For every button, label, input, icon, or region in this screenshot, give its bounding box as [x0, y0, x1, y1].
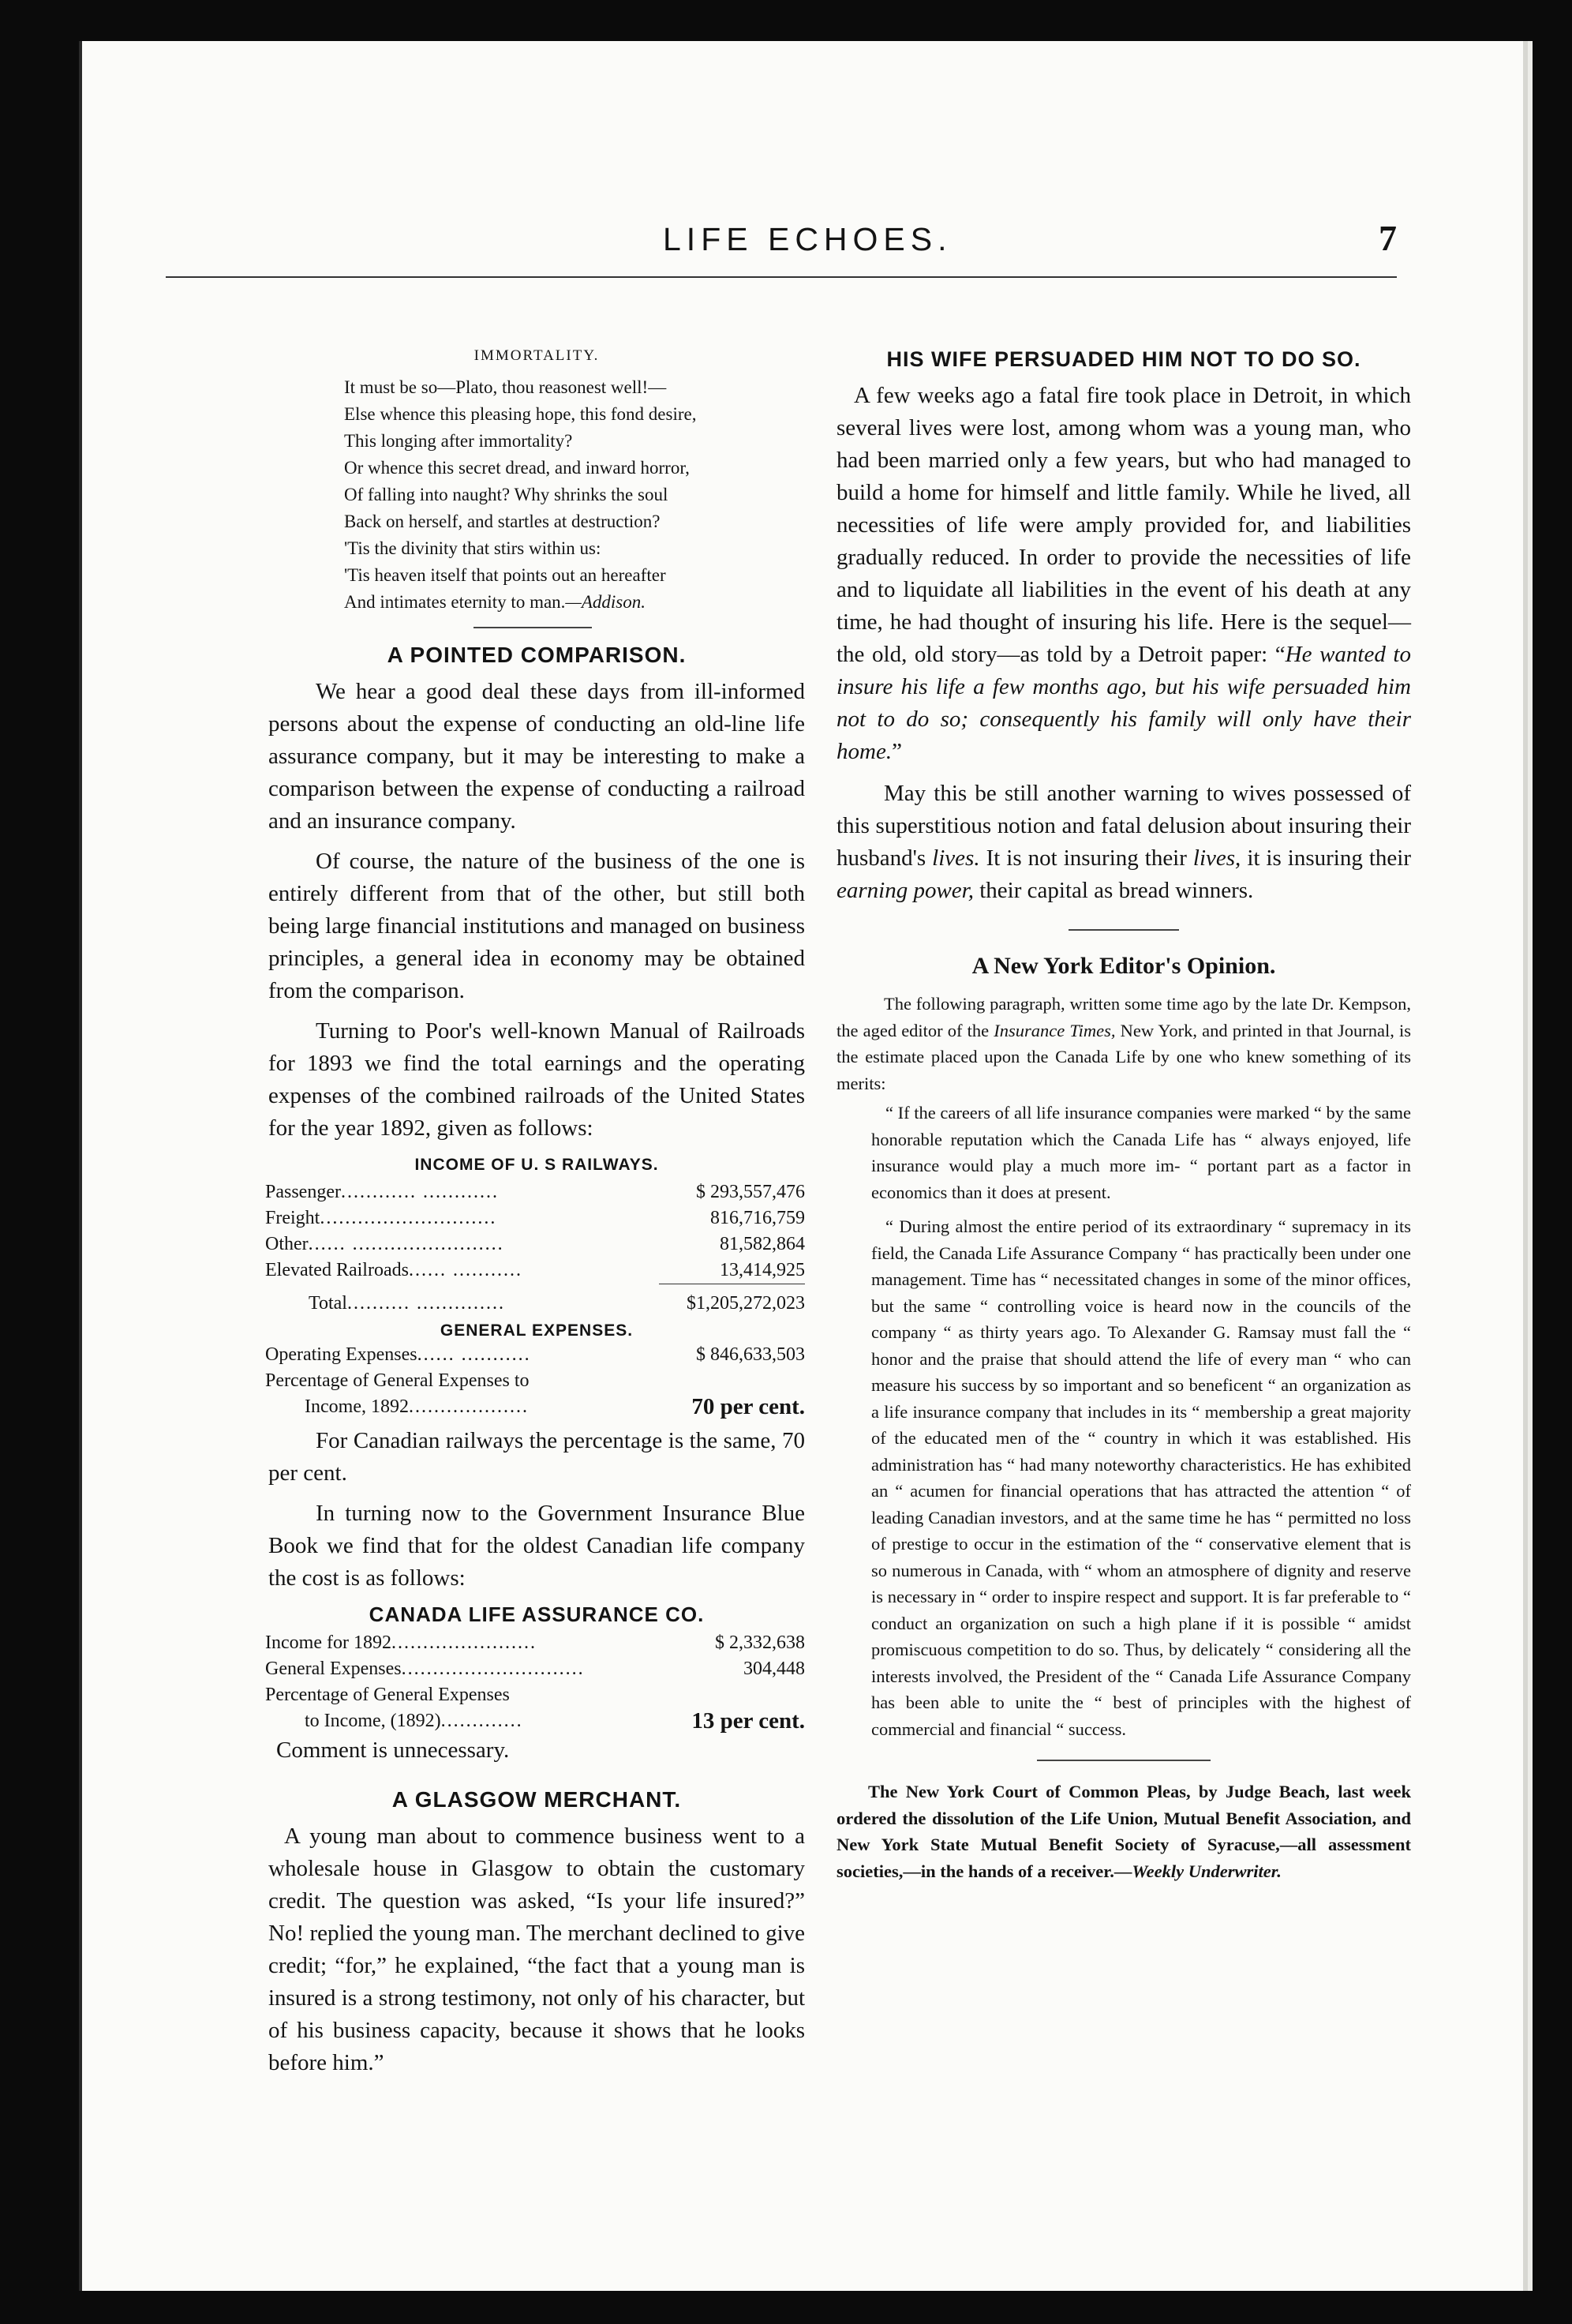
row-amount: $ 293,557,476 — [696, 1182, 805, 1202]
paragraph: For Canadian railways the percentage is the same, 70 per cent. — [268, 1428, 805, 1486]
table-row: Passenger............ ............ $ 293,557,476 — [265, 1179, 805, 1205]
table-row — [265, 1682, 805, 1708]
right-column — [837, 347, 1411, 1884]
table-row: Other...... ........................ 81,582,864 — [265, 1231, 805, 1258]
left-column — [265, 347, 805, 2079]
poem-line: This longing after immortality? — [344, 431, 573, 451]
table-row: Income for 1892....................... $ 2,332,638 — [265, 1630, 805, 1656]
row-amount: $ 2,332,638 — [715, 1632, 805, 1653]
row-label: Percentage of General Expenses — [265, 1685, 510, 1705]
section-heading-comparison: A POINTED COMPARISON. — [387, 643, 687, 667]
row-label: Passenger — [265, 1182, 341, 1202]
table-row: Elevated Railroads...... ........... 13,414,925 — [265, 1258, 805, 1284]
row-label: Income for 1892 — [265, 1632, 391, 1653]
poem-line: It must be so—Plato, thou reasonest well!— — [344, 377, 667, 397]
section-rule — [473, 627, 592, 628]
section-rule — [1069, 929, 1179, 931]
editor-quote — [837, 1100, 1411, 1742]
comment: Comment is unnecessary. — [276, 1737, 510, 1763]
row-amount: 13,414,925 — [720, 1260, 805, 1280]
row-label: Elevated Railroads — [265, 1260, 409, 1281]
total-amount: $1,205,272,023 — [659, 1284, 805, 1318]
poem-line: Of falling into naught? Why shrinks the soul — [344, 485, 668, 504]
row-label: Freight — [265, 1208, 320, 1228]
section-heading-editor: A New York Editor's Opinion. — [971, 953, 1276, 979]
running-title: LIFE ECHOES. — [663, 221, 953, 257]
row-label: General Expenses — [265, 1659, 402, 1679]
paragraph: A young man about to commence business went to a wholesale house in Glasgow to obtain the customary credit. The question was asked, “Is your life insured?” No! replied the young man. The merchant declined to give credit; “for,” he explained, “the fact that a young man is insured is a strong testimony, not only of his character, but of his business capacity, because it shows that he looks before him.” — [268, 1824, 805, 2075]
income-table-heading: INCOME OF U. S RAILWAYS. — [414, 1156, 659, 1174]
row-label: Percentage of General Expenses to — [265, 1370, 530, 1391]
page-number: 7 — [1379, 218, 1397, 258]
row-label: Other — [265, 1234, 309, 1254]
expenses-heading: GENERAL EXPENSES. — [440, 1321, 634, 1340]
row-amount: 816,716,759 — [710, 1208, 805, 1228]
row-label: to Income, (1892) — [305, 1711, 441, 1731]
poem-title: IMMORTALITY. — [473, 347, 600, 364]
percentage-value: 70 per cent. — [691, 1394, 805, 1419]
quote-paragraph: “ During almost the entire period of its extraordinary “ supremacy in its field, the Canada Life Assurance Company “ has practically been under one management. Time has “ necessitated changes in some of the minor offices, but the same “ controlling voice is heard now in the councils of the company “ as thirty years ago. To Alexander G. Ramsay must fall the “ honor and the praise that should attend the life of every man “ who can measure his success by so important and so beneficent “ an organization as a life insurance company that includes in its “ membership a great majority of the educated men of the “ country in which it was established. His administration has “ had many noteworthy characteristics. He has exhibited an “ acumen for financial operations that has attracted the attention “ of leading Canadian investors, and at the same time he has “ permitted no loss of prestige to occur in the estimation of the “ conservative element that is so numerous in Canada, with “ whom an atmosphere of dignity and reserve is necessary in “ order to inspire respect and support. It is far preferable to “ conduct an organization on such a high plane if it is possible “ amidst promiscuous competition to do so. Thus, by delicately “ considering all the interests involved, the President of the “ Canada Life Assurance Company has been able to unite the “ best of principles with the highest of commercial and financial “ success. — [871, 1216, 1411, 1739]
canada-life-table — [265, 1630, 805, 1734]
paragraph: The following paragraph, written some time ago by the late Dr. Kempson, the aged editor of the Insurance Times, New York, and printed in that Journal, is the estimate placed upon the Canada Life by one who knew something of its merits: — [837, 994, 1411, 1093]
table-row: Freight............................ 816,716,759 — [265, 1205, 805, 1231]
quote-paragraph: “ If the careers of all life insurance companies were marked “ by the same honorable reputation which the Canada Life has “ always enjoyed, life insurance would play a much more im- “ portant part as a factor in economics than it does at present. — [871, 1103, 1411, 1202]
section-rule — [1037, 1760, 1211, 1761]
row-label: Income, 1892 — [305, 1396, 409, 1417]
row-amount: $ 846,633,503 — [696, 1344, 805, 1365]
total-label: Total — [309, 1292, 347, 1314]
poem-line: 'Tis heaven itself that points out an hereafter — [344, 565, 666, 585]
paragraph: We hear a good deal these days from ill-informed persons about the expense of conducting an old-line life assurance company, but it may be interesting to make a comparison between the expense of conducting a railroad and an insurance company. — [268, 679, 805, 834]
expenses-table — [265, 1342, 805, 1420]
row-amount: 304,448 — [743, 1659, 805, 1679]
canada-life-heading: CANADA LIFE ASSURANCE CO. — [369, 1602, 705, 1626]
paragraph: Of course, the nature of the business of the one is entirely different from that of the other, but still both being large financial institutions and managed on business principles, a general idea in economy may be obtained from the comparison. — [268, 849, 805, 1003]
poem — [268, 374, 805, 616]
paragraph: A few weeks ago a fatal fire took place in Detroit, in which several lives were lost, among whom was a young man, who had been married only a few years, but who had managed to build a home for himself and little family. While he lived, all necessities of life were amply provided for, and liabilities gradually reduced. In order to provide the necessities of life and to liquidate all liabilities in the event of his death at any time, he had thought of insuring his life. Here is the sequel—the old, old story—as told by a Detroit paper: “He wanted to insure his life a few months ago, but his wife persuaded him not to do so; consequently his family will only have their home.” — [837, 383, 1411, 764]
row-amount: 81,582,864 — [720, 1234, 805, 1254]
poem-line: Else whence this pleasing hope, this fond desire, — [344, 404, 697, 424]
table-row: Income, 1892................... 70 per cent. — [305, 1394, 805, 1419]
income-table — [265, 1179, 805, 1317]
page-spine — [79, 41, 82, 2291]
row-label: Operating Expenses — [265, 1344, 417, 1365]
paragraph: The New York Court of Common Pleas, by Judge Beach, last week ordered the dissolution of the Life Union, Mutual Benefit Association, and New York State Mutual Benefit Society of Syracuse,—all assessment societies,—in the hands of a receiver.—Weekly Underwriter. — [837, 1782, 1411, 1881]
header-rule — [166, 276, 1397, 278]
poem-line-last — [344, 589, 805, 616]
paragraph: May this be still another warning to wives possessed of this superstitious notion and fatal delusion about insuring their husband's lives. It is not insuring their lives, it is insuring their earning power, their capital as bread winners. — [837, 781, 1411, 903]
table-row: Operating Expenses...... ........... $ 846,633,503 — [265, 1342, 805, 1368]
paragraph: In turning now to the Government Insurance Blue Book we find that for the oldest Canadian life company the cost is as follows: — [268, 1501, 805, 1591]
section-heading-glasgow: A GLASGOW MERCHANT. — [391, 1787, 682, 1812]
poem-attribution: —Addison. — [565, 592, 646, 612]
canada-percentage-value: 13 per cent. — [691, 1708, 805, 1734]
poem-line: Or whence this secret dread, and inward horror, — [344, 458, 690, 478]
poem-line: Back on herself, and startles at destruction? — [344, 512, 661, 531]
poem-line: 'Tis the divinity that stirs within us: — [344, 538, 601, 558]
table-row — [265, 1368, 805, 1394]
table-row-total: Total.......... .............. $1,205,272,023 — [265, 1284, 805, 1318]
poem-line: And intimates eternity to man. — [344, 592, 566, 612]
section-heading-wife: HIS WIFE PERSUADED HIM NOT TO DO SO. — [886, 347, 1361, 371]
paragraph: Turning to Poor's well-known Manual of Railroads for 1893 we find the total earnings and the operating expenses of the combined railroads of the United States for the year 1892, given as follows: — [268, 1018, 805, 1141]
table-row: to Income, (1892)............. 13 per cent. — [305, 1708, 805, 1734]
table-row: General Expenses............................. 304,448 — [265, 1656, 805, 1682]
